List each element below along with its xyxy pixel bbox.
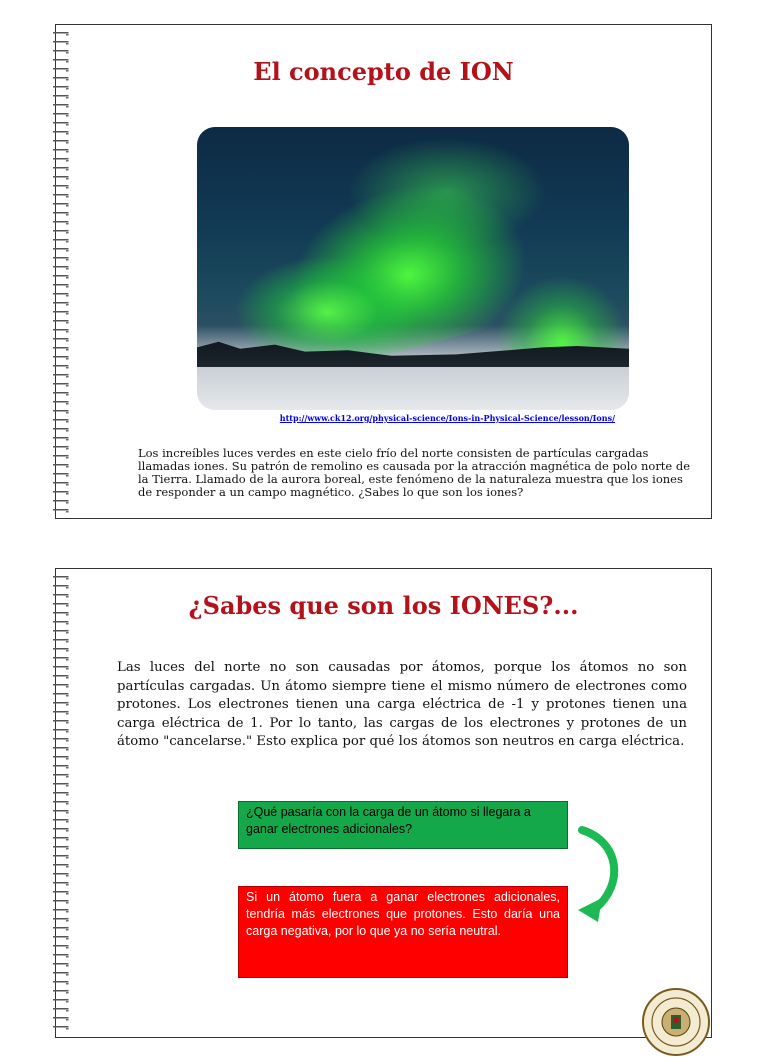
aurora-boreal-photo <box>197 127 629 410</box>
slide-2 <box>55 568 712 1038</box>
slide-title: ¿Sabes que son los IONES?... <box>188 591 579 620</box>
explanation-paragraph: Las luces del norte no son causadas por átomos, porque los átomos no son partículas cargadas. Un átomo siempre tiene el mismo número de electrones como protones. Los electrones tienen una carga eléctrica de -1 y protones tienen una carga eléctrica de 1. Por lo tanto, las cargas de los electrones y protones de un átomo "cancelarse." Esto explica por qué los átomos son neutros en carga eléctrica. <box>117 660 687 749</box>
university-seal-icon <box>641 987 711 1057</box>
slide-title: El concepto de ION <box>253 57 514 86</box>
intro-paragraph: Los increíbles luces verdes en este cielo frío del norte consisten de partículas cargadas llamadas iones. Su patrón de remolino es causada por la atracción magnética de polo norte de la Tierra. Llamado de la aurora boreal, este fenómeno de la naturaleza muestra que los iones de responder a un campo magnético. ¿Sabes lo que son los iones? <box>138 446 691 499</box>
curved-arrow-icon <box>576 824 626 924</box>
answer-box: Si un átomo fuera a ganar electrones adicionales, tendría más electrones que protones. Esto daría una carga negativa, por lo que ya no sería neutral. <box>238 886 568 978</box>
source-link[interactable]: http://www.ck12.org/physical-science/Ions-in-Physical-Science/lesson/Ions/ <box>279 413 615 423</box>
spiral-binding <box>53 573 79 1033</box>
question-box: ¿Qué pasaría con la carga de un átomo si llegara a ganar electrones adicionales? <box>238 801 568 849</box>
slide-1 <box>55 24 712 519</box>
spiral-binding <box>53 29 79 514</box>
